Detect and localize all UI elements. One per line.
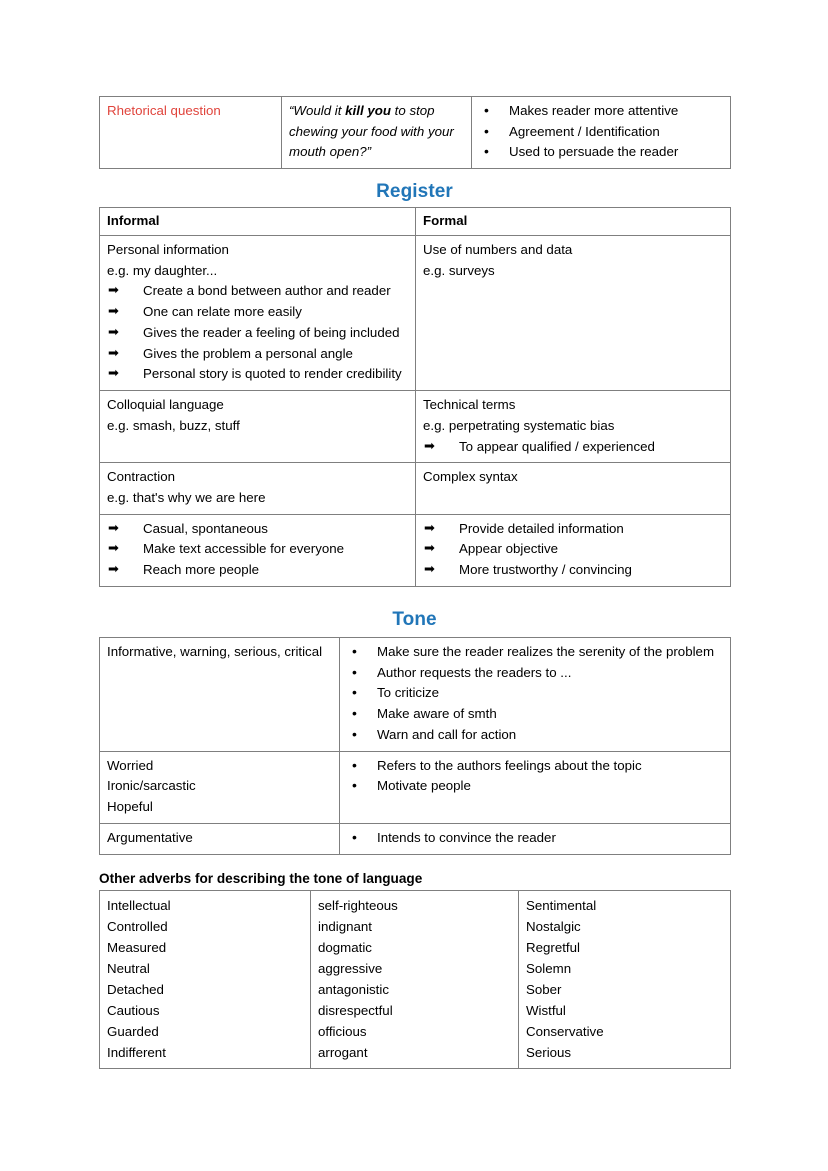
register-informal-cell-1 — [100, 235, 416, 390]
register-formal-cell-1 — [416, 235, 731, 390]
text-line: arrogant — [318, 1044, 368, 1060]
text-line: Complex syntax — [423, 469, 518, 485]
spacer — [99, 587, 730, 609]
register-header-informal: Informal — [100, 208, 416, 236]
list-item: ➡ Reach more people — [107, 560, 409, 581]
table-row — [100, 637, 731, 751]
register-header-formal: Formal — [416, 208, 731, 236]
table-row — [100, 890, 731, 1068]
list-item: • Agreement / Identification — [479, 122, 724, 143]
rhetorical-question-table — [99, 96, 731, 169]
text-line: Technical terms — [423, 397, 516, 413]
arrow-list — [423, 437, 724, 458]
rhetorical-term-label: Rhetorical question — [107, 103, 221, 118]
list-item: • Intends to convince the reader — [347, 828, 724, 849]
table-row — [100, 823, 731, 854]
register-informal-cell-3 — [100, 463, 416, 514]
text-line: Guarded — [107, 1023, 159, 1039]
text-line: antagonistic — [318, 981, 389, 997]
list-item: ➡ More trustworthy / convincing — [423, 560, 724, 581]
spacer — [99, 169, 730, 181]
arrow-list — [423, 519, 724, 581]
register-informal-cell-2 — [100, 391, 416, 463]
tone-label-cell-2 — [100, 751, 340, 823]
text-line: e.g. surveys — [423, 262, 495, 278]
text-line: Personal information — [107, 241, 229, 257]
text-line: Solemn — [526, 960, 572, 976]
rhetorical-example-text — [289, 101, 465, 163]
list-item: • Author requests the readers to ... — [347, 663, 724, 684]
text-line: e.g. smash, buzz, stuff — [107, 417, 240, 433]
list-item: • Make sure the reader realizes the serenity of the problem — [347, 642, 724, 663]
table-row — [100, 391, 731, 463]
text-line: Informative, warning, serious, critical — [107, 643, 323, 659]
list-item: ➡ To appear qualified / experienced — [423, 437, 724, 458]
text-line: aggressive — [318, 960, 383, 976]
register-formal-cell-3 — [416, 463, 731, 514]
register-formal-cell-2 — [416, 391, 731, 463]
list-item: ➡ Make text accessible for everyone — [107, 539, 409, 560]
text-line: Regretful — [526, 939, 580, 955]
table-header-row — [100, 208, 731, 236]
list-item: • Used to persuade the reader — [479, 142, 724, 163]
rhetorical-effects-list — [479, 101, 724, 163]
adverbs-column-3 — [519, 890, 731, 1068]
table-row — [100, 463, 731, 514]
tone-label-cell-1 — [100, 637, 340, 751]
register-informal-cell-4 — [100, 514, 416, 586]
text-line: Neutral — [107, 960, 150, 976]
text-line: Cautious — [107, 1002, 160, 1018]
text-line: Hopeful — [107, 799, 153, 815]
list-item: ➡ Create a bond between author and reader — [107, 281, 409, 302]
rhetorical-effects-cell — [472, 97, 731, 169]
document-content — [99, 96, 730, 1069]
list-item: • Make aware of smth — [347, 704, 724, 725]
text-line: Use of numbers and data — [423, 241, 573, 257]
other-adverbs-table — [99, 890, 731, 1069]
quote-after: to stop chewing your food with your mouth open?” — [289, 103, 454, 160]
text-line: Serious — [526, 1044, 572, 1060]
table-row — [100, 514, 731, 586]
text-line: e.g. perpetrating systematic bias — [423, 417, 615, 433]
list-item: ➡ Provide detailed information — [423, 519, 724, 540]
text-line: indignant — [318, 918, 372, 934]
text-line: Indifferent — [107, 1044, 166, 1060]
rhetorical-example-cell — [282, 97, 472, 169]
spacer — [99, 855, 730, 871]
list-item: ➡ Gives the reader a feeling of being included — [107, 323, 409, 344]
adverbs-column-1 — [100, 890, 311, 1068]
text-line: Ironic/sarcastic — [107, 778, 196, 794]
tone-bullets-cell-3 — [340, 823, 731, 854]
tone-section-title: Tone — [392, 608, 437, 630]
table-row — [100, 235, 731, 390]
tone-label-cell-3 — [100, 823, 340, 854]
text-line: Conservative — [526, 1023, 604, 1039]
text-line: Measured — [107, 939, 167, 955]
list-item: • Motivate people — [347, 776, 724, 797]
arrow-list — [107, 519, 409, 581]
text-line: Argumentative — [107, 829, 193, 845]
text-line: Contraction — [107, 469, 175, 485]
text-line: Controlled — [107, 918, 168, 934]
text-line: officious — [318, 1023, 367, 1039]
text-line: Intellectual — [107, 897, 171, 913]
tone-bullet-list — [347, 642, 724, 746]
adverbs-column-2 — [311, 890, 519, 1068]
text-line: Worried — [107, 757, 154, 773]
list-item: • Makes reader more attentive — [479, 101, 724, 122]
list-item: • To criticize — [347, 683, 724, 704]
list-item: ➡ Personal story is quoted to render credibility — [107, 364, 409, 385]
tone-table — [99, 637, 731, 855]
text-line: self-righteous — [318, 897, 398, 913]
tone-bullet-list — [347, 756, 724, 797]
register-table — [99, 207, 731, 587]
other-adverbs-heading: Other adverbs for describing the tone of language — [99, 870, 423, 886]
list-item: ➡ Appear objective — [423, 539, 724, 560]
quote-bold: kill you — [345, 103, 391, 118]
list-item: ➡ One can relate more easily — [107, 302, 409, 323]
rhetorical-term-cell — [100, 97, 282, 169]
text-line: Sentimental — [526, 897, 597, 913]
register-section-title: Register — [376, 181, 453, 203]
text-line: e.g. my daughter... — [107, 262, 218, 278]
text-line: Nostalgic — [526, 918, 581, 934]
text-line: disrespectful — [318, 1002, 393, 1018]
list-item: ➡ Casual, spontaneous — [107, 519, 409, 540]
table-row — [100, 751, 731, 823]
text-line: e.g. that's why we are here — [107, 490, 266, 506]
text-line: dogmatic — [318, 939, 372, 955]
arrow-list — [107, 281, 409, 385]
table-row — [100, 97, 731, 169]
list-item: • Warn and call for action — [347, 725, 724, 746]
tone-bullets-cell-2 — [340, 751, 731, 823]
text-line: Wistful — [526, 1002, 566, 1018]
tone-bullet-list — [347, 828, 724, 849]
tone-bullets-cell-1 — [340, 637, 731, 751]
quote-before: “Would it — [289, 103, 346, 118]
list-item: ➡ Gives the problem a personal angle — [107, 344, 409, 365]
text-line: Detached — [107, 981, 164, 997]
text-line: Colloquial language — [107, 397, 224, 413]
list-item: • Refers to the authors feelings about the topic — [347, 756, 724, 777]
text-line: Sober — [526, 981, 562, 997]
register-formal-cell-4 — [416, 514, 731, 586]
